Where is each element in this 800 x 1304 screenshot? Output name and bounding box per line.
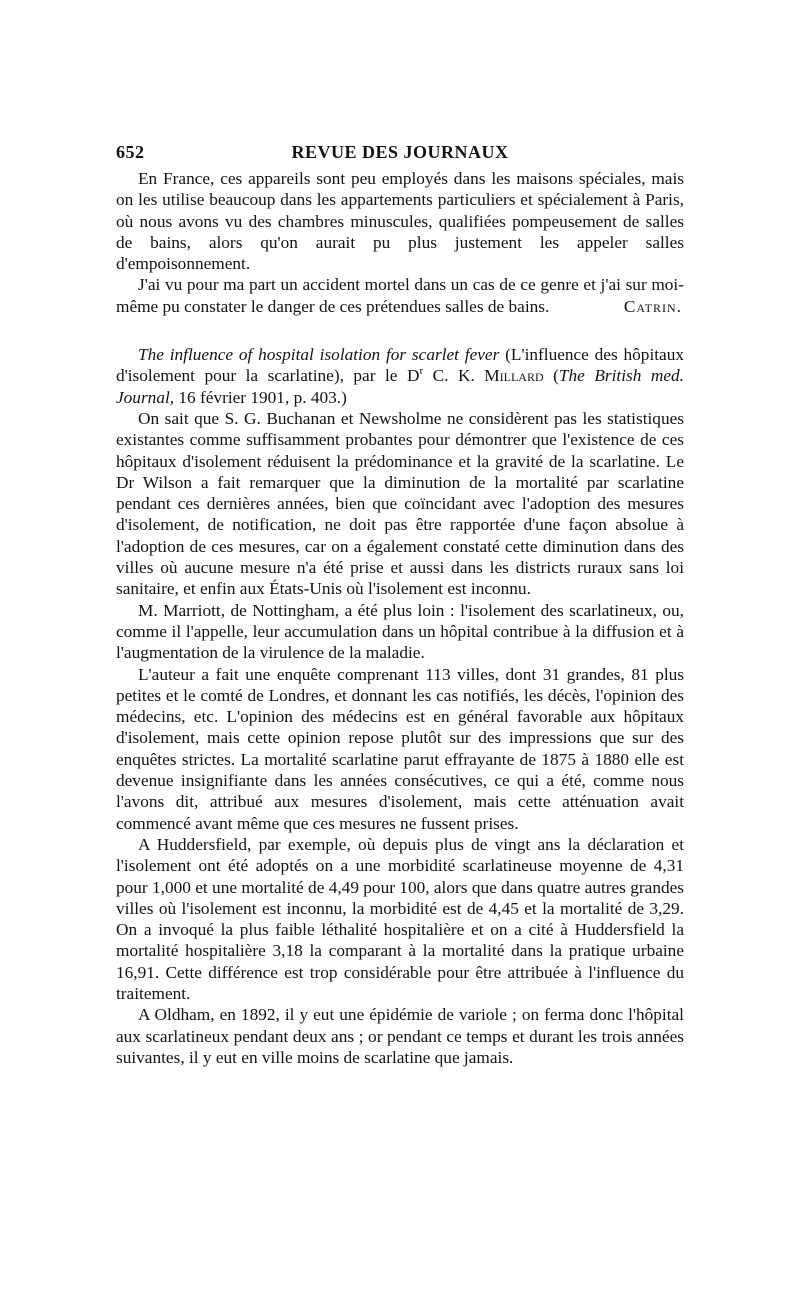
review-title-translation: (L'influence des hôpitaux d'isolement pour la scarlatine), par le D bbox=[116, 345, 684, 386]
running-head bbox=[116, 142, 684, 168]
paragraph: J'ai vu pour ma part un accident mortel dans un cas de ce genre et j'ai sur moi-même pu constater le danger de ces prétendues salles de bains. bbox=[116, 275, 684, 316]
review-author: C. K. Millard bbox=[423, 366, 544, 386]
review-article bbox=[116, 344, 684, 1068]
section-gap bbox=[116, 317, 684, 344]
paragraph: A Oldham, en 1892, il y eut une épidémie de variole ; on ferma donc l'hôpital aux scarlatineux pendant deux ans ; or pendant ce temps et durant les trois années suivantes, il y eut en ville moins de scarlatine que jamais. bbox=[116, 1005, 684, 1067]
review-title bbox=[116, 344, 684, 408]
page-number: 652 bbox=[116, 142, 145, 162]
doctor-abbreviation: r bbox=[419, 365, 424, 378]
paragraph: On sait que S. G. Buchanan et Newsholme ne considèrent pas les statistiques existantes comme suffisamment probantes pour démontrer que l'existence de ces hôpitaux d'isolement réduisent la prédominance et la gravité de la scarlatine. Le Dr Wilson a fait remarquer que la diminution de la mortalité par scarlatine pendant ces dernières années, bien que coïncidant avec l'adoption des mesures d'isolement, de notification, ne doit pas être rapportée d'une façon absolue à l'adoption de ces mesures, car on a également constaté cette diminution dans des villes où aucune mesure n'a été prise et aussi dans les districts ruraux sans loi sanitaire, et enfin aux États-Unis où l'isolement est inconnu. bbox=[116, 408, 684, 599]
paragraph: En France, ces appareils sont peu employés dans les maisons spéciales, mais on les utilise beaucoup dans les appartements particuliers et spécialement à Paris, où nous avons vu des chambres minuscules, qualifiées pompeusement de salles de bains, alors qu'on aurait pu plus justement les appeler salles d'empoisonnement. bbox=[116, 169, 684, 274]
source-journal: The British med. Journal, bbox=[116, 366, 685, 407]
source-date-page: 16 février 1901, p. 403.) bbox=[174, 387, 347, 407]
paragraph: M. Marriott, de Nottingham, a été plus loin : l'isolement des scarlatineux, ou, comme il l'appelle, leur accumulation dans un hôpital contribue à la diffusion et à l'augmentation de la virulence de la maladie. bbox=[116, 600, 684, 663]
author-signature bbox=[116, 296, 684, 317]
journal-title: REVUE DES JOURNAUX bbox=[291, 142, 509, 162]
author-name: Catrin. bbox=[623, 297, 682, 317]
paragraph: L'auteur a fait une enquête comprenant 113 villes, dont 31 grandes, 81 plus petites et le comté de Londres, et donnant les cas notifiés, les décès, l'opinion des médecins, etc. L'opinion des médecins est en général favorable aux hôpitaux d'isolement, mais cette opinion repose plutôt sur des impressions que sur des enquêtes strictes. La mortalité scarlatine parut effrayante de 1875 à 1880 elle est devenue insignifiante dans les années consécutives, ce qui a été, comme nous l'avons dit, attribué aux mesures d'isolement, mais cette atténuation avait commencé avant même que ces mesures ne fussent prises. bbox=[116, 664, 684, 833]
paragraph: A Huddersfield, par exemple, où depuis plus de vingt ans la déclaration et l'isolement ont été adoptés on a une morbidité scarlatineuse moyenne de 4,31 pour 1,000 et une mortalité de 4,49 pour 100, alors que dans quatre autres grandes villes où l'isolement est inconnu, la morbidité est de 4,45 et la mortalité de 3,29. On a invoqué la plus faible léthalité hospitalière et on a cité à Huddersfield la mortalité hospitalière 3,18 la comparant à la mortalité dans la pratique urbaine 16,91. Cette différence est trop considérable pour être attribuée à l'influence du traitement. bbox=[116, 834, 684, 1003]
open-paren: ( bbox=[543, 366, 559, 386]
review-title-english: The influence of hospital isolation for scarlet fever bbox=[138, 345, 500, 365]
previous-article-ending bbox=[116, 168, 684, 317]
document-page bbox=[116, 142, 684, 1068]
